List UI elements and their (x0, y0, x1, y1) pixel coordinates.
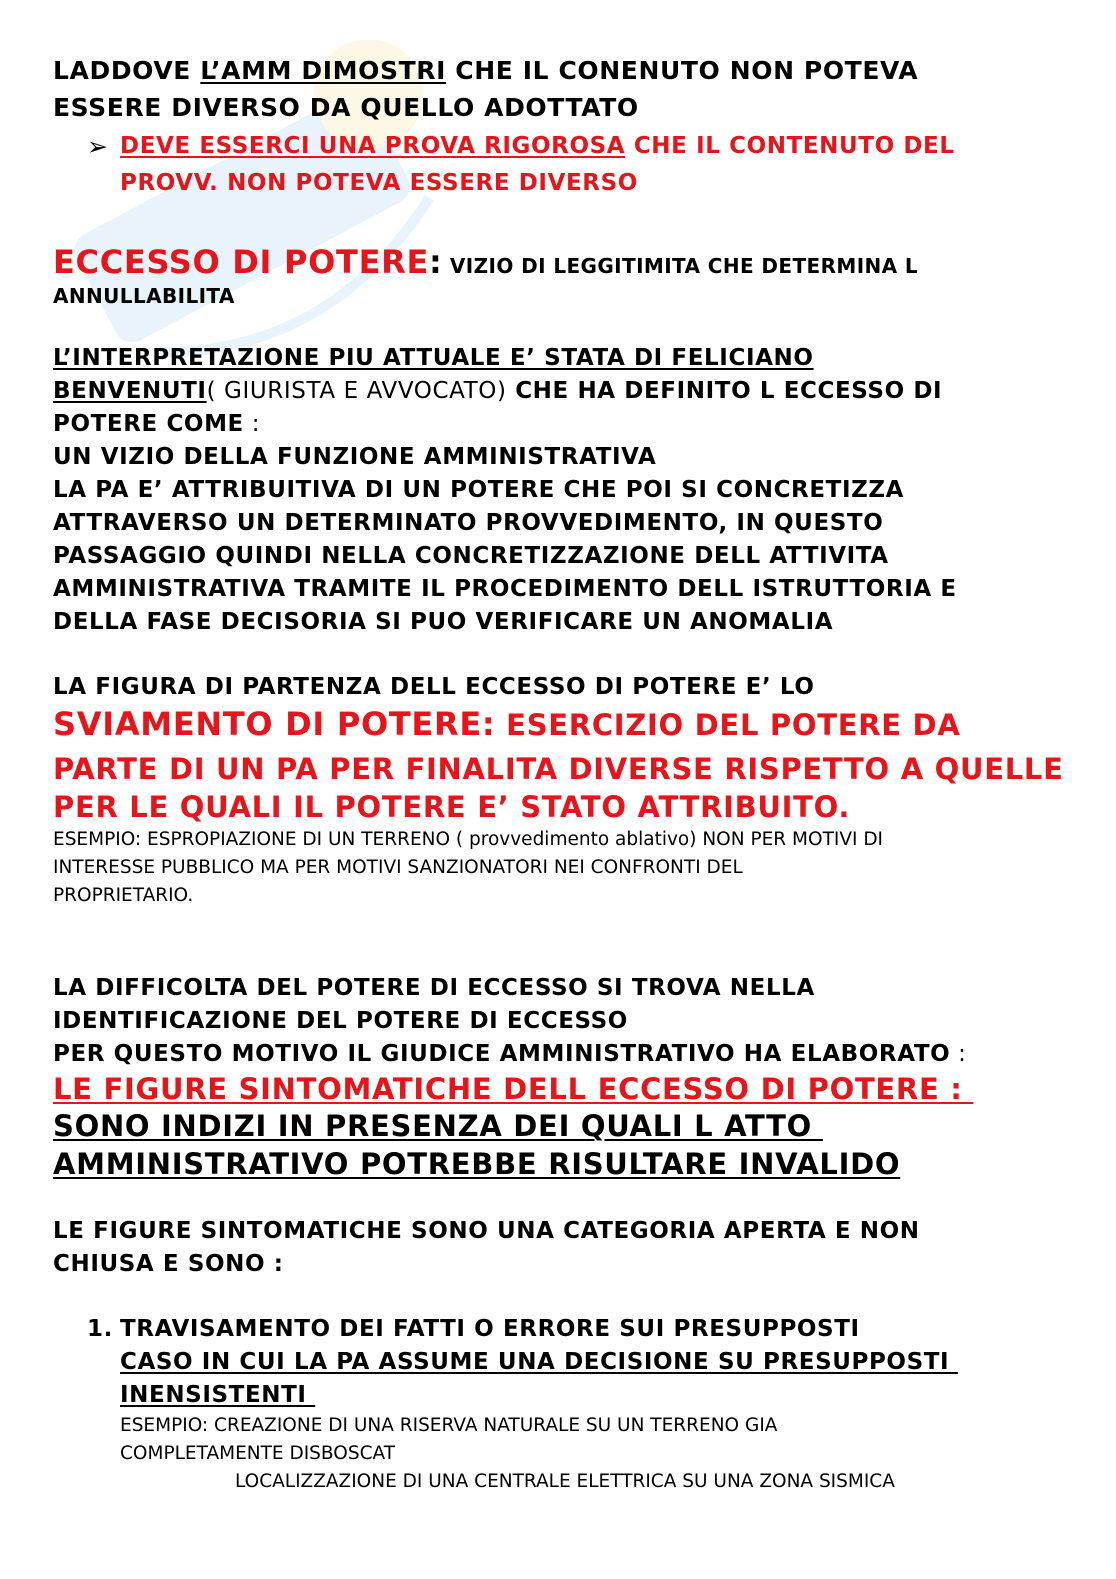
text: : (243, 411, 261, 437)
interp-line-3 (53, 408, 1073, 441)
interp-line-2 (53, 375, 1073, 408)
arrow-bullet-icon: ➢ (87, 132, 108, 161)
document-body (53, 52, 1073, 1496)
figure-sintomatiche-heading: LE FIGURE SINTOMATICHE DELL ECCESSO DI POTERE : (53, 1072, 974, 1106)
bullet-text (120, 128, 1073, 202)
example-line: PROPRIETARIO. (53, 885, 194, 906)
sviamento-heading (53, 704, 1073, 750)
text: PROVV. NON POTEVA ESSERE DIVERSO (120, 170, 638, 196)
para-line: AMMINISTRATIVA TRAMITE IL PROCEDIMENTO DELL ISTRUTTORIA E (53, 576, 957, 602)
para-line: UN VIZIO DELLA FUNZIONE AMMINISTRATIVA (53, 444, 657, 470)
text-underlined: DEVE ESSERCI UNA PROVA RIGOROSA (120, 133, 626, 159)
text: : (429, 243, 443, 281)
text: ( GIURISTA E AVVOCATO) (206, 378, 507, 404)
indizi-line-1: SONO INDIZI IN PRESENZA DEI QUALI L ATTO (53, 1109, 823, 1143)
categoria-line: CHIUSA E SONO : (53, 1251, 284, 1277)
para-line: DELLA FASE DECISORIA SI PUO VERIFICARE UN ANOMALIA (53, 609, 834, 635)
text: POTERE COME (53, 411, 244, 437)
text: : (950, 1041, 967, 1067)
item-underlined-line: CASO IN CUI LA PA ASSUME UNA DECISIONE SU PRESUPPOSTI (120, 1349, 958, 1375)
interp-line-1: L’INTERPRETAZIONE PIU ATTUALE E’ STATA DI FELICIANO (53, 345, 814, 371)
text: VIZIO DI LEGGITIMITA CHE DETERMINA L (442, 254, 919, 278)
sviamento-line-2: PARTE DI UN PA PER FINALITA DIVERSE RISPETTO A QUELLE (53, 752, 1064, 786)
intro-line-2: ESSERE DIVERSO DA QUELLO ADOTTATO (53, 93, 639, 122)
para-line: LA PA E’ ATTRIBUITIVA DI UN POTERE CHE POI SI CONCRETIZZA (53, 477, 905, 503)
intro-line-1 (53, 52, 1073, 89)
item-example-line: LOCALIZZAZIONE DI UNA CENTRALE ELETTRICA SU UNA ZONA SISMICA (235, 1471, 895, 1492)
numbered-item (87, 1313, 1073, 1496)
text: CHE IL CONENUTO NON POTEVA (445, 56, 919, 85)
text: ESERCIZIO DEL POTERE DA (495, 708, 961, 742)
item-example-line: ESEMPIO: CREAZIONE DI UNA RISERVA NATURALE SU UN TERRENO GIA (120, 1415, 778, 1436)
item-body (120, 1313, 958, 1496)
indizi-line-2: AMMINISTRATIVO POTREBBE RISULTARE INVALIDO (53, 1147, 901, 1181)
text: CHE IL CONTENUTO DEL (625, 133, 955, 159)
item-example-line: COMPLETAMENTE DISBOSCAT (120, 1443, 396, 1464)
sviamento-line-3: PER LE QUALI IL POTERE E’ STATO ATTRIBUITO. (53, 790, 851, 824)
item-number: 1. (87, 1316, 113, 1342)
bullet-item (87, 128, 1073, 202)
diff-line: IDENTIFICAZIONE DEL POTERE DI ECCESSO (53, 1008, 628, 1034)
text: LADDOVE (53, 56, 201, 85)
diff-line (53, 1038, 1073, 1071)
eccesso-heading (53, 242, 1073, 282)
example-line: INTERESSE PUBBLICO MA PER MOTIVI SANZIONATORI NEI CONFRONTI DEL (53, 857, 743, 878)
text: PER QUESTO MOTIVO IL GIUDICE AMMINISTRATIVO HA ELABORATO (53, 1041, 951, 1067)
categoria-line: LE FIGURE SINTOMATICHE SONO UNA CATEGORIA APERTA E NON (53, 1218, 920, 1244)
figura-line: LA FIGURA DI PARTENZA DELL ECCESSO DI POTERE E’ LO (53, 674, 815, 700)
item-title: TRAVISAMENTO DEI FATTI O ERRORE SUI PRESUPPOSTI (120, 1316, 860, 1342)
text-underlined: L’AMM DIMOSTRI (200, 56, 446, 85)
item-underlined-line: INENSISTENTI (120, 1382, 316, 1408)
example-line: ESEMPIO: ESPROPIAZIONE DI UN TERRENO ( provvedimento ablativo) NON PER MOTIVI DI (53, 829, 884, 850)
text-underlined: BENVENUTI (53, 378, 207, 404)
diff-line: LA DIFFICOLTA DEL POTERE DI ECCESSO SI TROVA NELLA (53, 975, 815, 1001)
para-line: ATTRAVERSO UN DETERMINATO PROVVEDIMENTO, IN QUESTO (53, 510, 884, 536)
heading-red: SVIAMENTO DI POTERE: (53, 705, 496, 743)
eccesso-def-line-2: ANNULLABILITA (53, 284, 235, 308)
heading-red: ECCESSO DI POTERE (53, 243, 430, 281)
text: CHE HA DEFINITO L ECCESSO DI (506, 378, 943, 404)
para-line: PASSAGGIO QUINDI NELLA CONCRETIZZAZIONE DELL ATTIVITA (53, 543, 889, 569)
